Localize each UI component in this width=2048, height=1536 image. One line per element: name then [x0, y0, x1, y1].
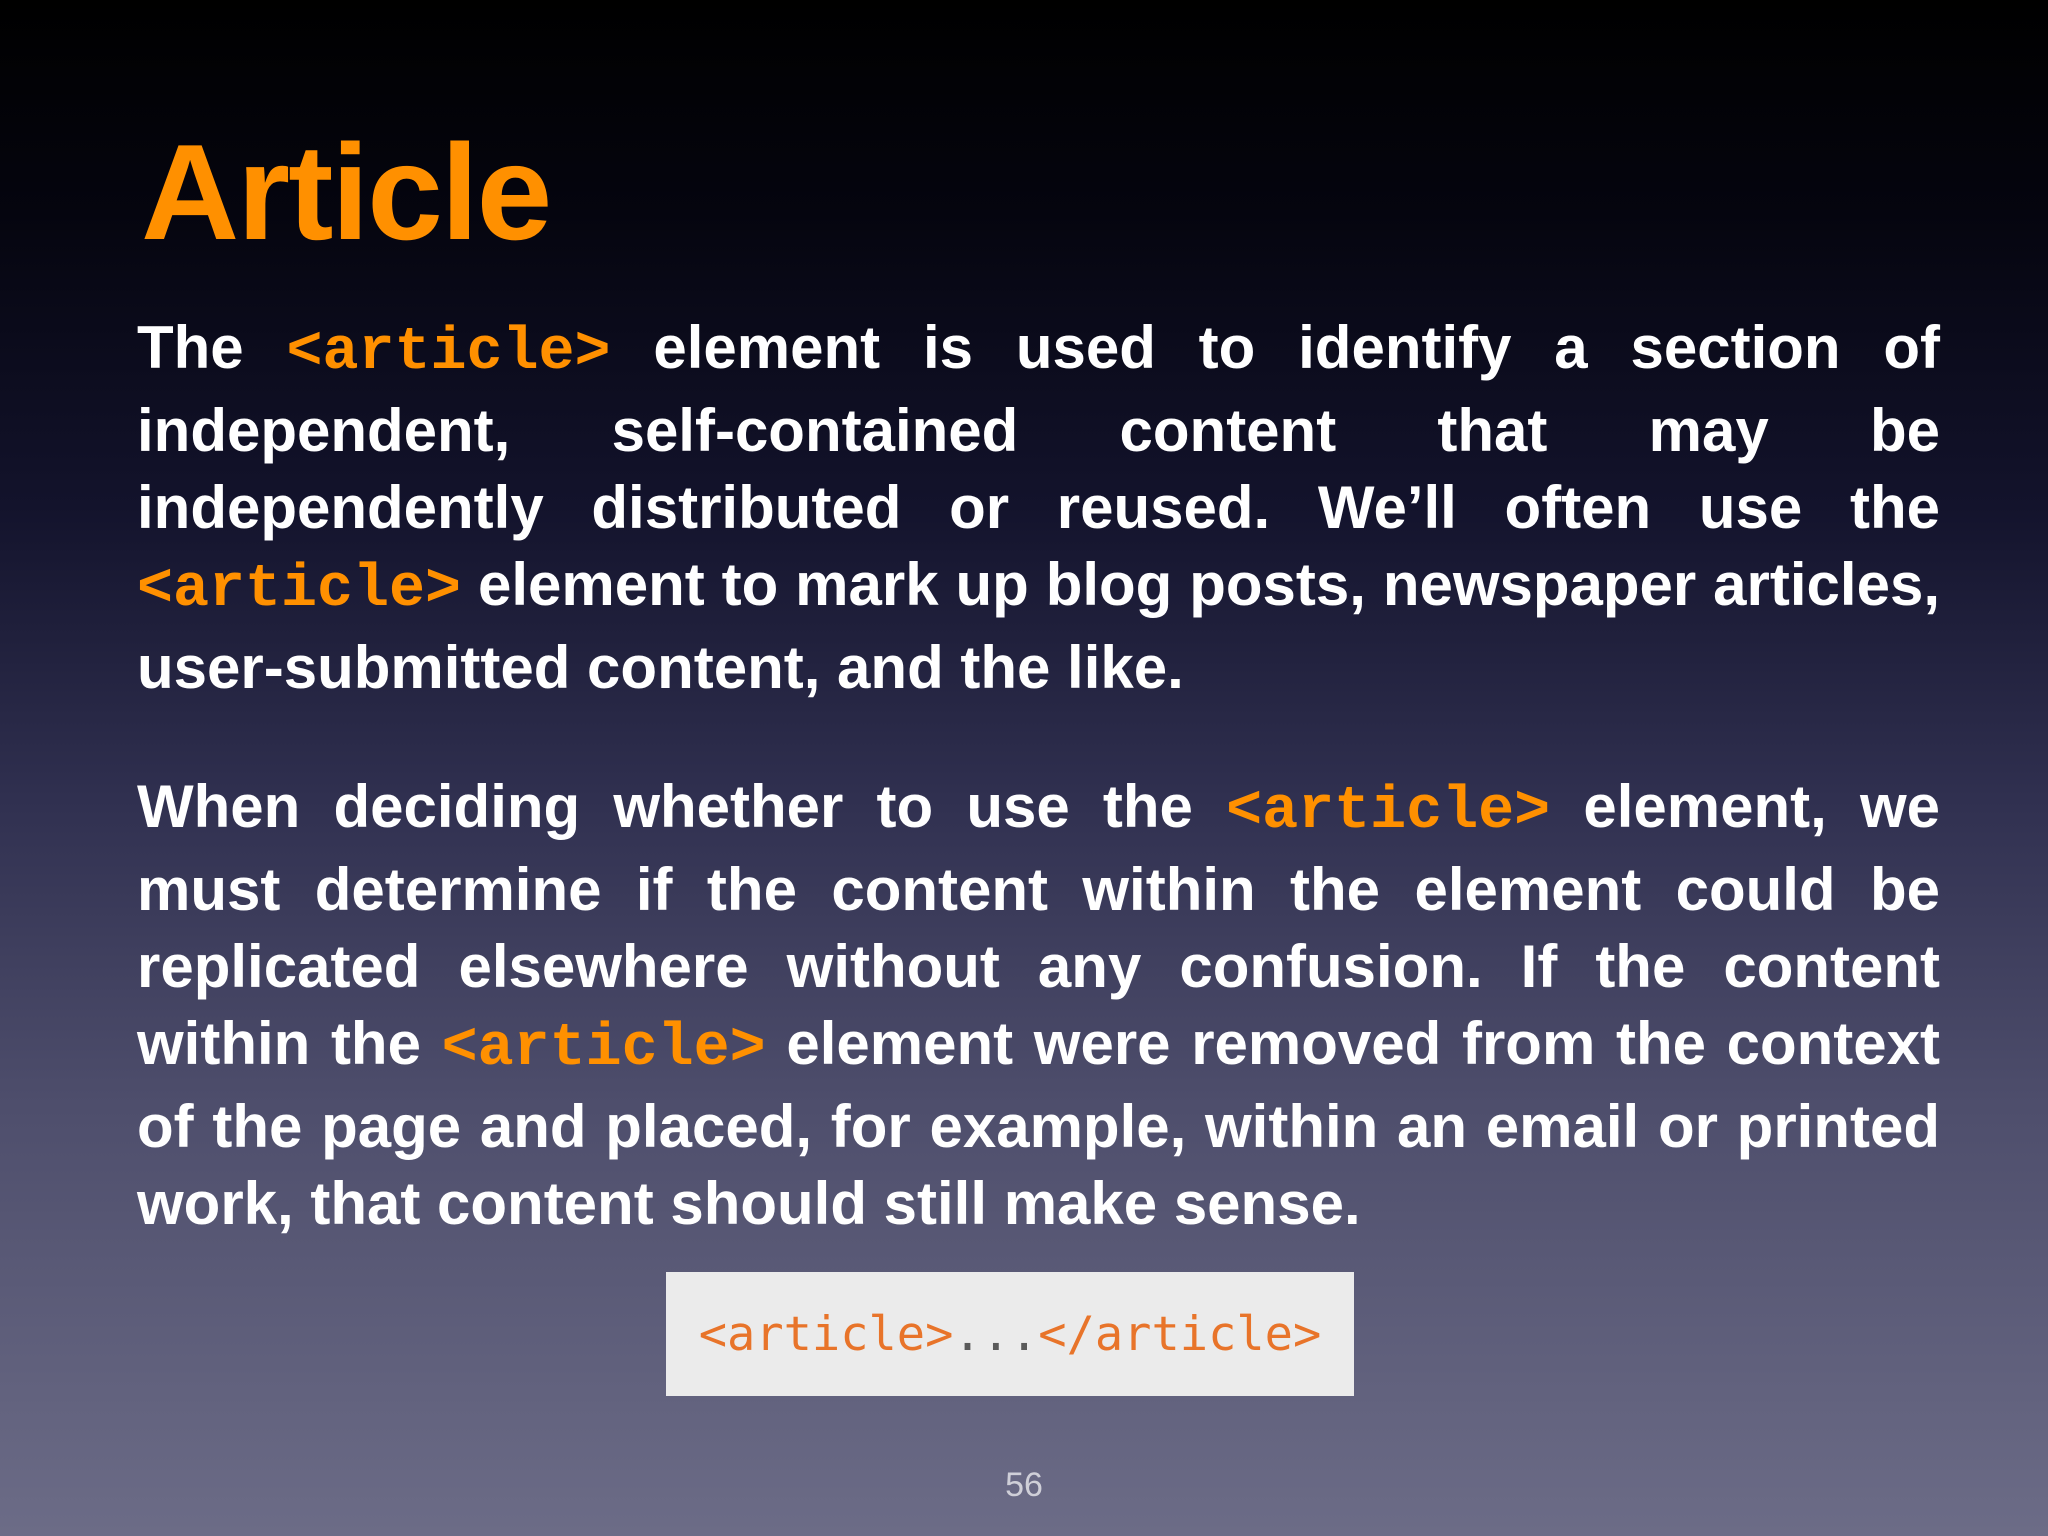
code-example-box [666, 1272, 1354, 1396]
code-open-tag: <article> [698, 1306, 954, 1362]
paragraph-1-text-a: The [137, 314, 287, 381]
paragraph-2-text-b: element, we must determine if the content within the element could be replicated elsewhere without any confusion. If the content within the [137, 773, 1940, 1077]
article-tag-code: <article> [441, 1015, 766, 1083]
page-number: 56 [1005, 1466, 1043, 1504]
article-tag-code: <article> [1226, 778, 1551, 846]
paragraph-1-text-c: element to mark up blog posts, newspaper articles, user-submitted content, and the like. [137, 551, 1940, 701]
article-tag-code: <article> [137, 556, 462, 624]
article-tag-code: <article> [286, 319, 611, 387]
code-ellipsis: ... [953, 1306, 1039, 1362]
paragraph-1 [137, 309, 1940, 706]
paragraph-2-text-a: When deciding whether to use the [137, 773, 1227, 840]
code-close-tag: </article> [1038, 1306, 1322, 1362]
paragraph-2 [137, 768, 1940, 1242]
slide-title: Article [141, 116, 551, 268]
paragraph-2-text-c: element were removed from the context of the page and placed, for example, within an email or printed work, that content should still make sense. [137, 1010, 1940, 1237]
paragraph-1-text-b: element is used to identify a section of independent, self-contained content that may be independently distributed or reused. We’ll often use the [137, 314, 1940, 541]
